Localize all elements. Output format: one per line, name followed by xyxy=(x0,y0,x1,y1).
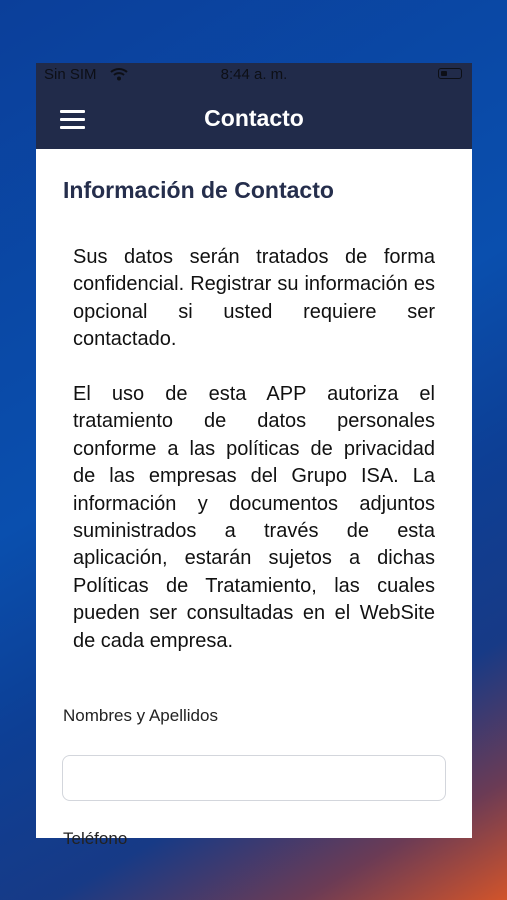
privacy-paragraph-1: Sus datos serán tratados de forma confidencial. Registrar su información es opcional si usted requiere ser contactado. xyxy=(73,246,435,351)
phone-screen xyxy=(36,63,472,848)
section-heading: Información de Contacto xyxy=(63,177,334,203)
carrier-label: Sin SIM xyxy=(44,66,97,83)
name-input[interactable] xyxy=(62,755,446,801)
privacy-paragraph-2: El uso de esta APP autoriza el tratamiento de datos personales conforme a las políticas de privacidad de las empresas del Grupo ISA. La información y documentos adjuntos suministrados a través de esta aplicación, estarán sujetos a dichas Políticas de Tratamiento, las cuales pueden ser consultadas en el WebSite de cada empresa. xyxy=(73,383,435,652)
status-bar xyxy=(36,63,472,87)
nav-bar xyxy=(36,87,472,149)
battery-icon xyxy=(438,68,462,79)
name-field-label: Nombres y Apellidos xyxy=(63,706,218,725)
page-title: Contacto xyxy=(204,105,304,131)
phone-field-label: Teléfono xyxy=(63,829,128,848)
status-time: 8:44 a. m. xyxy=(220,66,288,83)
contact-form xyxy=(36,149,472,848)
